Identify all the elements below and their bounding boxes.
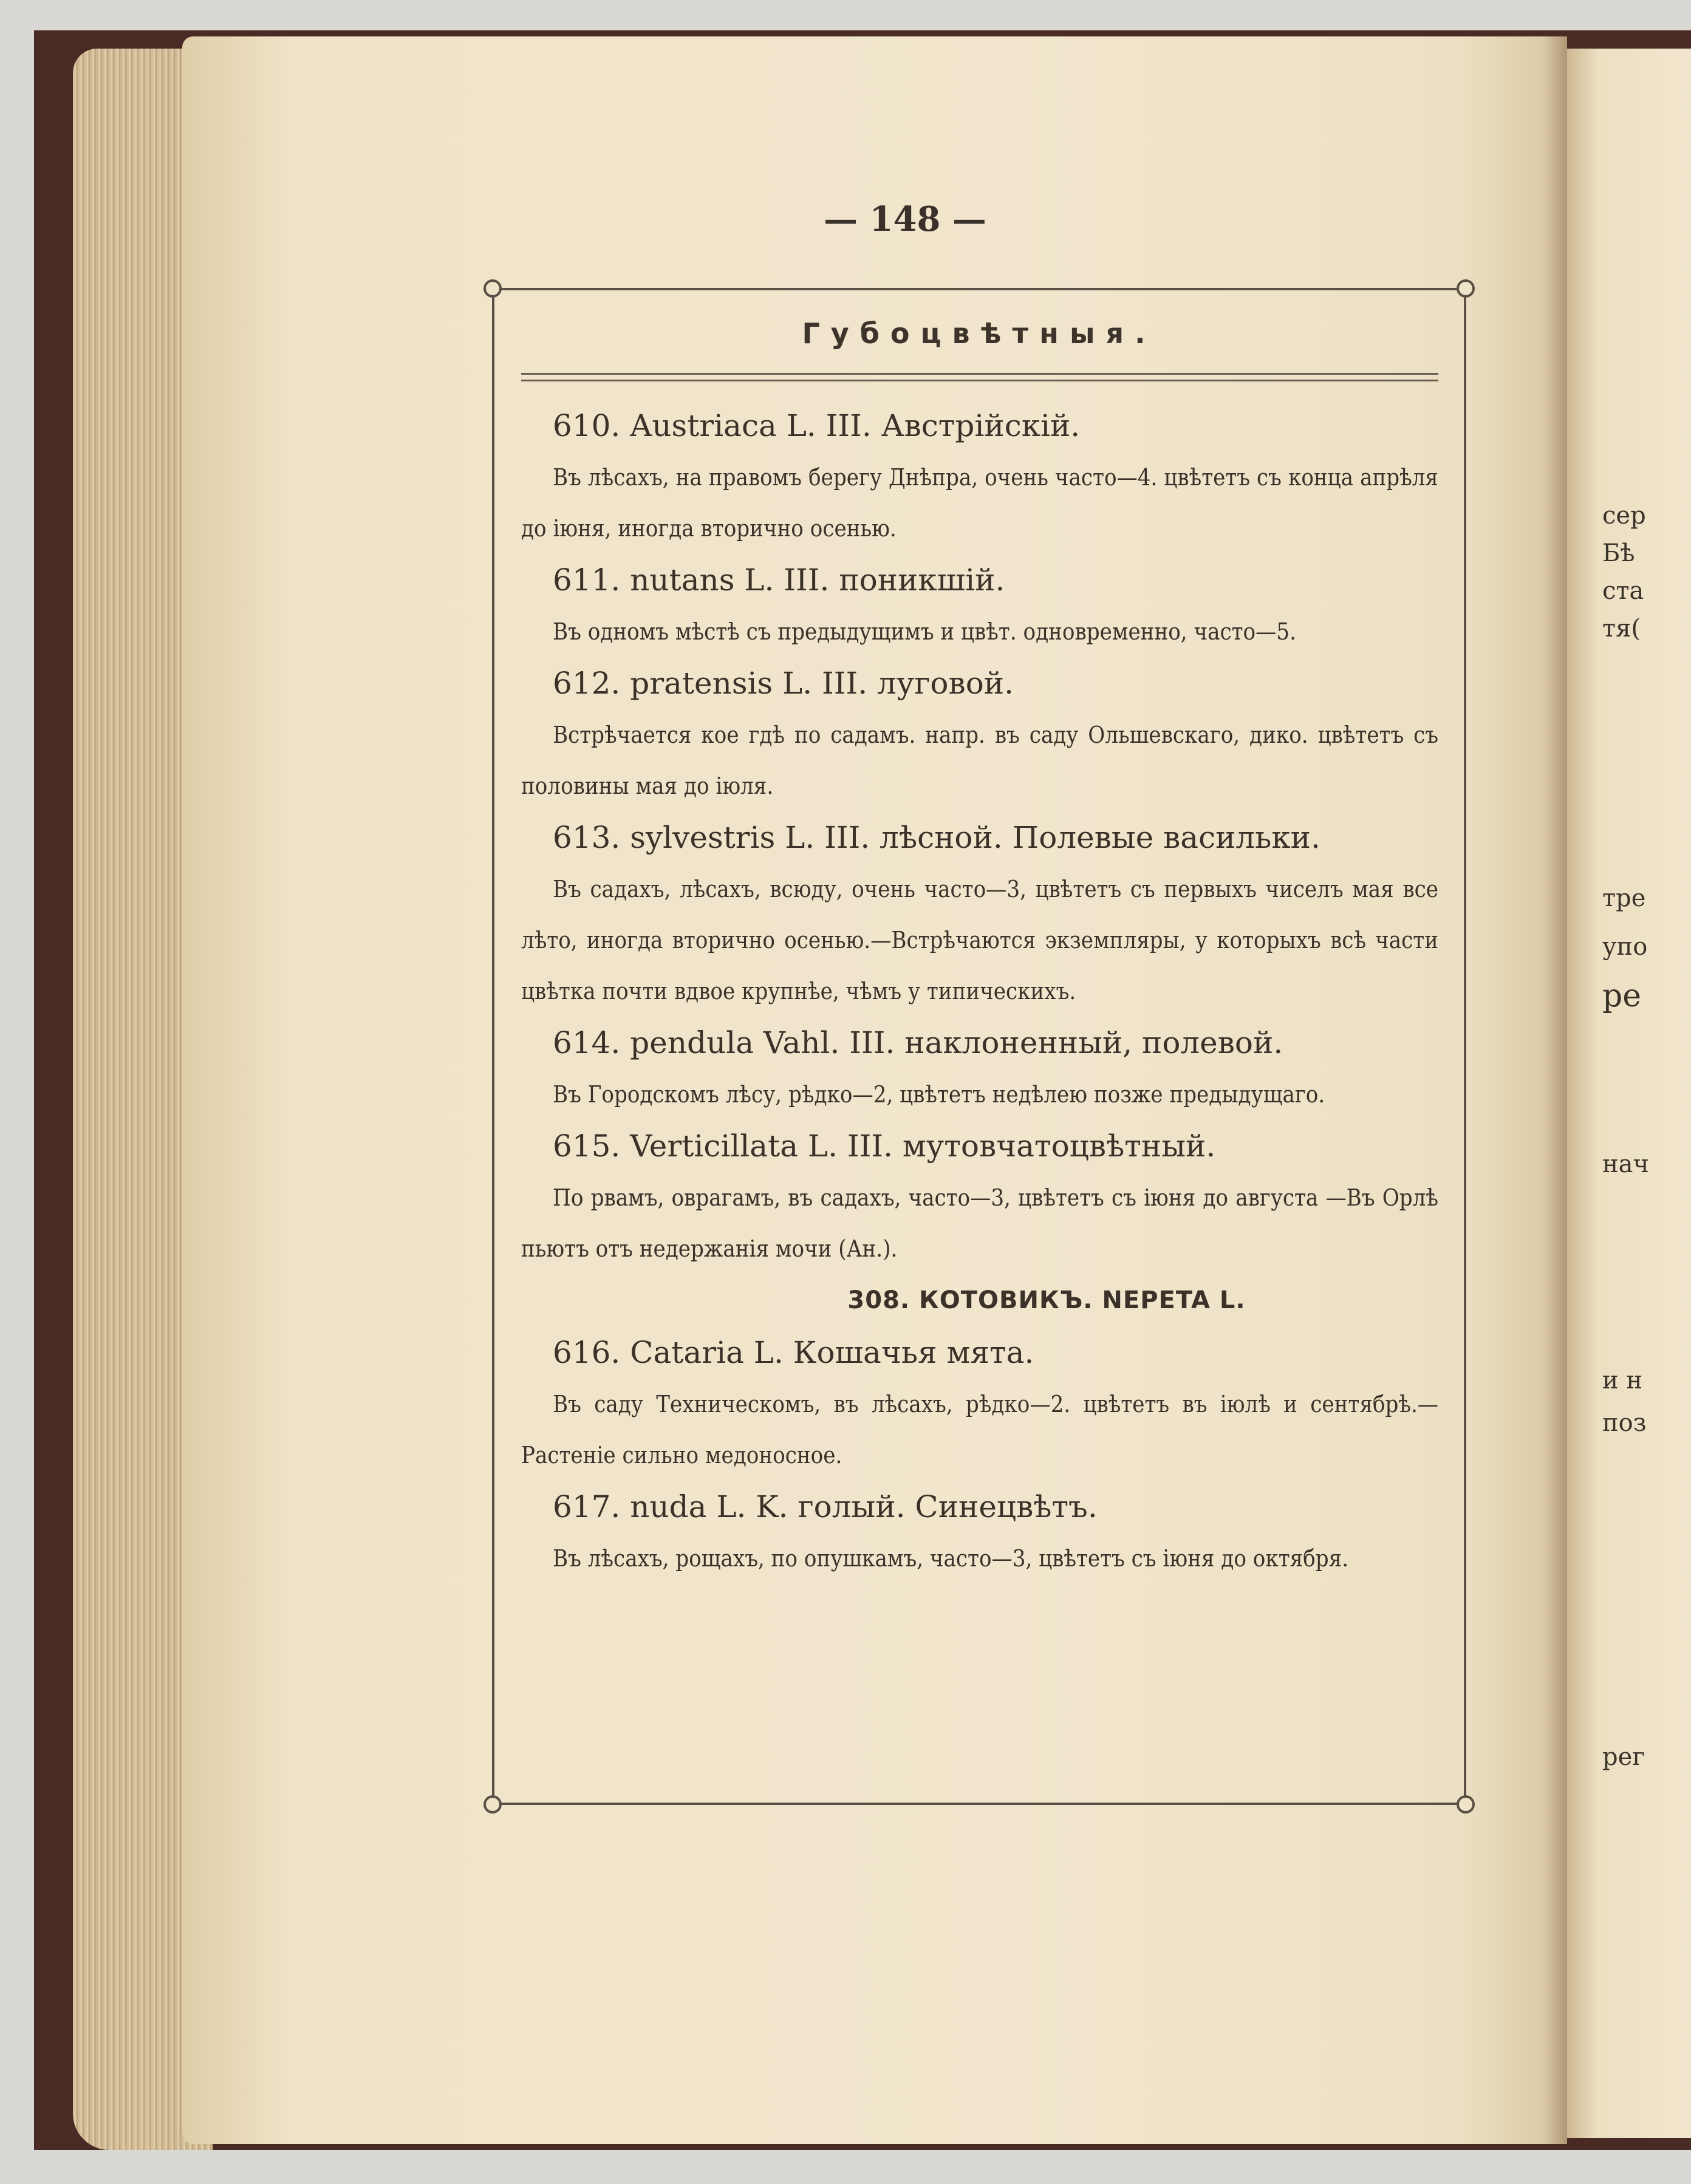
entry-text: Въ лѣсахъ, рощахъ, по опушкамъ, часто—3, цвѣтетъ съ іюня до октября. xyxy=(553,1545,1349,1572)
entry-text: Въ лѣсахъ, на правомъ берегу Днѣпра, очень часто—4. цвѣтетъ съ конца апрѣля до іюня, иногда вторично осенью. xyxy=(521,464,1438,542)
text-frame xyxy=(492,288,1466,1805)
right-page-fragment: сер xyxy=(1602,502,1646,530)
entries-list xyxy=(521,400,1438,1584)
entry-text: Въ Городскомъ лѣсу, рѣдко—2, цвѣтетъ недѣлею позже предыдущаго. xyxy=(553,1081,1325,1108)
right-page-fragment: и н xyxy=(1602,1367,1643,1394)
entry-heading: 614. pendula Vahl. III. наклоненный, полевой. xyxy=(553,1025,1283,1060)
section-title: Губоцвѣтныя. xyxy=(802,317,1156,350)
entry-heading: 617. nuda L. K. голый. Синецвѣтъ. xyxy=(553,1489,1098,1524)
frame-corner-ornament xyxy=(483,1795,502,1814)
right-page-fragment: ста xyxy=(1602,577,1644,605)
frame-corner-ornament xyxy=(1457,279,1475,298)
entry-text: По рвамъ, оврагамъ, въ садахъ, часто—3, цвѣтетъ съ іюня до августа —Въ Орлѣ пьютъ отъ недержанія мочи (Ан.). xyxy=(521,1184,1438,1262)
right-page xyxy=(1567,49,1691,2138)
frame-corner-ornament xyxy=(483,279,502,298)
entry-heading: 611. nutans L. III. поникшій. xyxy=(553,562,1005,598)
entry-heading: 616. Cataria L. Кошачья мята. xyxy=(553,1335,1034,1370)
entry-heading: 613. sylvestris L. III. лѣсной. Полевые васильки. xyxy=(553,820,1320,855)
right-page-fragment: тре xyxy=(1602,884,1646,912)
entry-heading: 610. Austriaca L. III. Австрійскій. xyxy=(553,408,1081,443)
right-page-fragment: рег xyxy=(1602,1743,1645,1771)
right-page-fragment: нач xyxy=(1602,1150,1649,1178)
entry-text: Въ садахъ, лѣсахъ, всюду, очень часто—3, цвѣтетъ съ первыхъ чиселъ мая все лѣто, иногда вторично осенью.—Встрѣчаются экземпляры, у которыхъ всѣ части цвѣтка почти вдвое крупнѣе, чѣмъ у типическихъ. xyxy=(521,876,1438,1005)
right-page-fragment: ре xyxy=(1602,978,1642,1014)
book-gutter xyxy=(1543,36,1567,2144)
entry-heading: 612. pratensis L. III. луговой. xyxy=(553,666,1014,701)
entry-text: Въ саду Техническомъ, въ лѣсахъ, рѣдко—2. цвѣтетъ въ іюлѣ и сентябрѣ.—Растеніе сильно медоносное. xyxy=(521,1391,1438,1469)
entry-text: Въ одномъ мѣстѣ съ предыдущимъ и цвѣт. одновременно, часто—5. xyxy=(553,618,1296,645)
entry-text: Встрѣчается кое гдѣ по садамъ. напр. въ саду Ольшевскаго, дико. цвѣтетъ съ половины мая до іюля. xyxy=(521,722,1438,799)
page-number: — 148 — xyxy=(824,199,986,239)
right-page-fragment: упо xyxy=(1602,933,1648,961)
right-page-fragment: Бѣ xyxy=(1602,539,1635,567)
genus-heading: 308. КОТОВИКЪ. NEPETA L. xyxy=(847,1286,1246,1314)
right-page-fragment: поз xyxy=(1602,1409,1647,1437)
entry-heading: 615. Verticillata L. III. мутовчатоцвѣтный. xyxy=(553,1128,1216,1164)
frame-corner-ornament xyxy=(1457,1795,1475,1814)
title-rule xyxy=(521,373,1438,381)
right-page-fragment: тя( xyxy=(1602,615,1641,643)
